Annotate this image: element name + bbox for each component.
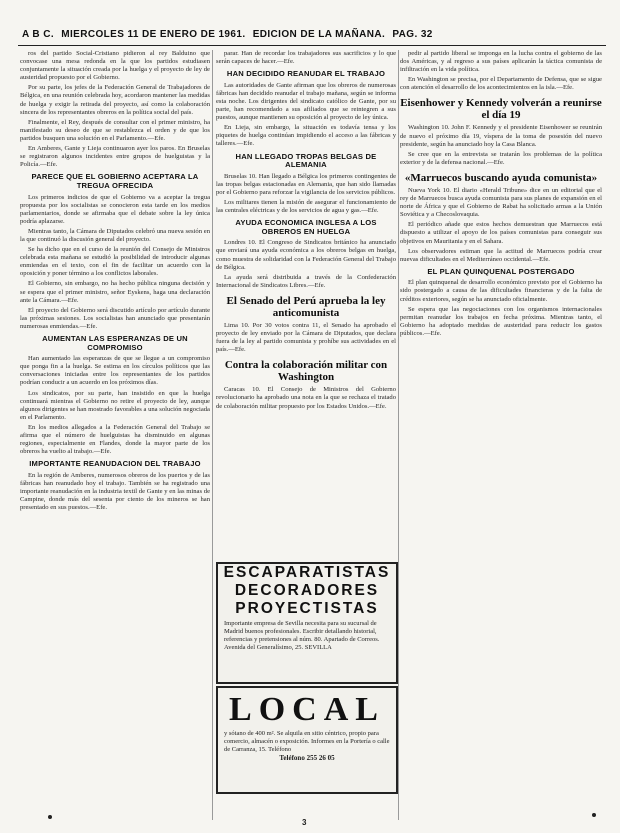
article-paragraph: ros del partido Social-Cristiano pidieron al rey Balduino que convocase una mesa redonda en la que los partidos estudiasen conjuntamente la situación creada por la huelga y el proyecto de ley de austeridad propuesto por el Gobierno. <box>20 50 210 82</box>
page-label: PAG. 32 <box>392 29 433 40</box>
ad-body: Importante empresa de Sevilla necesita para su sucursal de Madrid buenos profesionales. Escribir detallando historial, referencias y pretensiones al núm. 80. Apartado de Correos. Avenida del Generalísimo, 25. SEVILLA <box>224 620 380 651</box>
article-paragraph: Caracas 10. El Consejo de Ministros del Gobierno revolucionario ha aprobado una nota en la que se rechaza el tratado de colaboración militar propuesto por los Estados Unidos.—Efe. <box>216 386 396 410</box>
article-paragraph: Los primeros indicios de que el Gobierno va a aceptar la tregua propuesta por los socialistas se conocieron esta tarde en los medios parlamentarios, donde se afirmaba que el debate sobre la ley única podría aplazarse. <box>20 193 210 225</box>
ink-speck <box>592 813 596 817</box>
article-paragraph: pedir al partido liberal se imponga en la lucha contra el gobierno de las dos Américas, y al regreso a sus países aplicarán la táctica comunista de infiltración en la vida política. <box>400 50 602 74</box>
headline-tregua: PARECE QUE EL GOBIERNO ACEPTARA LA TREGUA OFRECIDA <box>31 172 199 190</box>
article-paragraph: En la región de Amberes, numerosos obreros de los puertos y de las fábricas han reanudado hoy el trabajo. También se ha registrado una importante reanudación en la industria textil de Gante y en las minas de Campine, donde más del sesenta por ciento de los mineros se han presentado en sus puestos.—Efe. <box>20 471 210 512</box>
article-paragraph: Las autoridades de Gante afirman que los obreros de numerosas fábricas han decidido reanudar el trabajo mañana, según se informa esta noche. Los dirigentes del sindicato católico de Gante, por su parte, han recomendado a sus afiliados que se reintegren a sus puestos, aunque mantienen su oposición al proyecto de ley única. <box>216 81 396 122</box>
article-paragraph: Se cree que en la entrevista se tratarán los problemas de la política exterior y de la defensa nacional.—Efe. <box>400 150 602 166</box>
column-1 <box>20 50 210 514</box>
headline-colaboracion-militar: Contra la colaboración militar con Washington <box>224 359 388 384</box>
issue-date: MIERCOLES 11 DE ENERO DE 1961. <box>61 29 246 40</box>
headline-eisenhower-kennedy: Eisenhower y Kennedy volverán a reunirse el día 19 <box>400 97 602 122</box>
article-paragraph: Se espera que las negociaciones con los organismos internacionales permitan reanudar los trabajos en fecha próxima. Mientras tanto, el Gobierno ha adoptado medidas de austeridad para reducir los gastos públicos.—Efe. <box>400 305 602 337</box>
ad-body: y sótano de 400 m². Se alquila en sitio céntrico, propio para comercio, almacén o exposición. Informes en la Portería o calle de Carranza, 15. Teléfono <box>224 730 390 753</box>
column-rule-2 <box>398 50 399 820</box>
article-paragraph: En Washington se precisa, por el Departamento de Defensa, que se sigue con atención el desarrollo de los acontecimientos en la isla.—Efe. <box>400 76 602 92</box>
article-paragraph: En Lieja, sin embargo, la situación es todavía tensa y los piquetes de huelga continúan impidiendo el acceso a las fábricas y talleres.—Efe. <box>216 124 396 148</box>
article-paragraph: El plan quinquenal de desarrollo económico previsto por el Gobierno ha sido postergado a causa de las dificultades financieras y de la falta de créditos exteriores, según se ha anunciado oficialmente. <box>400 279 602 303</box>
masthead <box>18 29 606 46</box>
page-footer-number: 3 <box>302 818 307 827</box>
article-paragraph: Los militares tienen la misión de asegurar el funcionamiento de las centrales eléctricas y de los servicios de agua y gas.—Efe. <box>216 199 396 215</box>
ink-speck <box>48 815 52 819</box>
headline-tropas-belgas: HAN LLEGADO TROPAS BELGAS DE ALEMANIA <box>235 151 377 170</box>
ad-local-title: LOCAL <box>229 691 385 728</box>
article-paragraph: En los medios allegados a la Federación General del Trabajo se afirma que el número de huelguistas ha disminuido en algunas regiones, especialmente en Flandes, donde la mayor parte de los obreros ha vuelto al trabajo.—Efe. <box>20 423 210 456</box>
article-paragraph: Lima 10. Por 30 votos contra 11, el Senado ha aprobado el proyecto de ley enviado por la Cámara de Diputados, que declara fuera de la ley al partido comunista y prohíbe sus actividades en el país.—Efe. <box>216 321 396 354</box>
headline-ayuda-inglesa: AYUDA ECONOMICA INGLESA A LOS OBREROS EN HUELGA <box>235 218 377 236</box>
headline-reanudacion: IMPORTANTE REANUDACION DEL TRABAJO <box>29 459 201 469</box>
headline-compromiso: AUMENTAN LAS ESPERANZAS DE UN COMPROMISO <box>42 334 188 352</box>
ad-line-escaparatistas: ESCAPARATISTAS <box>223 564 391 581</box>
article-paragraph: Mientras tanto, la Cámara de Diputados celebró una nueva sesión en la que continuó la discusión general del proyecto. <box>20 227 210 243</box>
article-paragraph: Bruselas 10. Han llegado a Bélgica los primeros contingentes de las tropas belgas estacionadas en Alemania, que han sido llamadas por el Gobierno para reforzar la vigilancia de los servicios públicos. <box>216 172 396 196</box>
article-paragraph: Por su parte, los jefes de la Federación General de Trabajadores de Bélgica, en una reunión celebrada hoy, acordaron mantener las medidas de huelga y exigir la retirada del proyecto, así como la colaboración sincera de los representantes obreros en la política social del país. <box>20 84 210 116</box>
headline-marruecos: «Marruecos buscando ayuda comunista» <box>404 171 598 184</box>
article-paragraph: Los observadores estiman que la actitud de Marruecos podría crear nuevas dificultades en el Mediterráneo occidental.—Efe. <box>400 247 602 263</box>
column-3 <box>400 50 602 815</box>
article-paragraph: La ayuda será distribuida a través de la Confederación Internacional de Sindicatos Libres.—Efe. <box>216 273 396 289</box>
headline-plan-quinquenal: EL PLAN QUINQUENAL POSTERGADO <box>427 266 575 276</box>
ad-escaparatistas <box>216 562 398 684</box>
article-paragraph: Washington 10. John F. Kennedy y el presidente Eisenhower se reunirán de nuevo el próximo día 19, víspera de la toma de posesión del nuevo presidente, según ha anunciado hoy la Casa Blanca. <box>400 124 602 148</box>
ad-phone: Teléfono 255 26 05 <box>279 754 335 762</box>
headline-senado-peru: El Senado del Perú aprueba la ley anticomunista <box>226 294 386 319</box>
article-paragraph: Finalmente, el Rey, después de consultar con el primer ministro, ha manifestado su deseo de que se restablezca el orden y de que los partidos busquen una solución en el Parlamento.—Efe. <box>20 118 210 142</box>
ad-line-decoradores: DECORADORES <box>234 582 380 599</box>
ad-local <box>216 686 398 794</box>
article-paragraph: El Gobierno, sin embargo, no ha hecho pública ninguna decisión y se espera que el primer ministro, señor Eyskens, haga una declaración ante la Cámara.—Efe. <box>20 280 210 304</box>
article-paragraph: Londres 10. El Congreso de Sindicatos británico ha anunciado que enviará una ayuda económica a los obreros belgas en huelga, como muestra de solidaridad con la Federación General del Trabajo de Bélgica. <box>216 239 396 271</box>
publication-name: A B C. <box>22 29 55 40</box>
article-paragraph: Han aumentado las esperanzas de que se llegue a un compromiso que ponga fin a la huelga. Se estima en los círculos políticos que las conversaciones iniciadas entre los representantes de los partidos podrían conducir a un acuerdo en los próximos días. <box>20 355 210 387</box>
article-paragraph: El periódico añade que estos hechos demuestran que Marruecos está dispuesto a utilizar el apoyo de los países comunistas para conseguir sus objetivos en Mauritania y en el Sahara. <box>400 221 602 245</box>
article-paragraph: Los sindicatos, por su parte, han insistido en que la huelga continuará mientras el Gobierno no retire el proyecto de ley, aunque algunos dirigentes se han mostrado favorables a una solución negociada en el Parlamento. <box>20 389 210 421</box>
edition-label: EDICION DE LA MAÑANA. <box>252 29 386 40</box>
article-paragraph: parar. Han de recordar los trabajadores sus sacrificios y lo que serán capaces de hacer.—Efe. <box>216 50 396 66</box>
article-paragraph: En Amberes, Gante y Lieja continuaron ayer los paros. En Bruselas se registraron algunos incidentes entre grupos de huelguistas y la Policía.—Efe. <box>20 145 210 169</box>
column-2 <box>216 50 396 556</box>
ad-line-proyectistas: PROYECTISTAS <box>235 600 379 617</box>
article-paragraph: El proyecto del Gobierno será discutido artículo por artículo durante las próximas sesiones. Los socialistas han anunciado que presentarán numerosas enmiendas.—Efe. <box>20 306 210 330</box>
article-paragraph: Nueva York 10. El diario «Herald Tribune» dice en un editorial que el rey de Marruecos busca ayuda comunista para sus planes de expansión en el norte de África y que el Gobierno de Rabat ha solicitado armas a la Unión Soviética y a Checoslovaquia. <box>400 186 602 219</box>
column-rule-1 <box>212 50 213 820</box>
article-paragraph: Se ha dicho que en el curso de la reunión del Consejo de Ministros celebrada esta mañana se estudió la posibilidad de introducir algunas enmiendas en el texto, con el fin de facilitar un acuerdo con la oposición y poner término a los conflictos laborales. <box>20 246 210 278</box>
headline-reanudar-trabajo: HAN DECIDIDO REANUDAR EL TRABAJO <box>226 69 386 79</box>
